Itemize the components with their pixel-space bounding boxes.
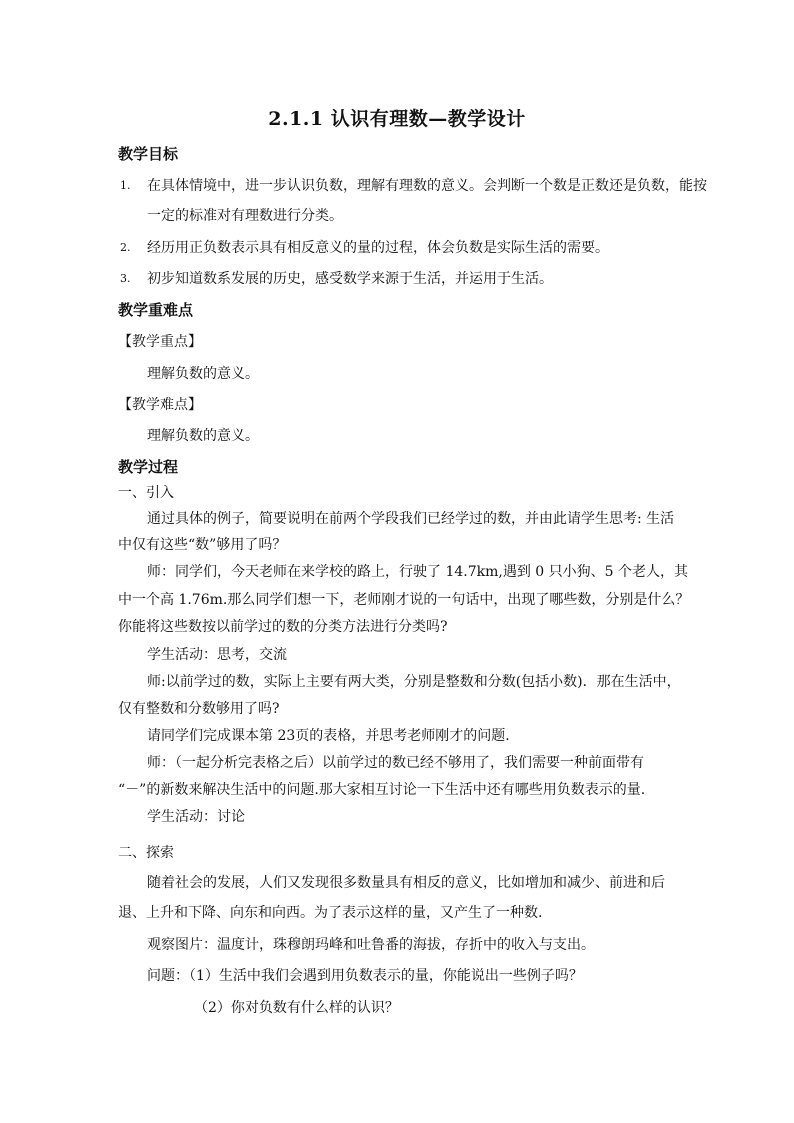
paragraph-line: 师：同学们，今天老师在来学校的路上，行驶了 14.7km,遇到 0 只小狗、5 个老人，其: [147, 564, 688, 580]
goal-text-continued: 一定的标准对有理数进行分类。: [147, 208, 343, 224]
paragraph-line: 师:以前学过的数，实际上主要有两大类，分别是整数和分数(包括小数)．那在生活中，: [147, 674, 681, 690]
goal-number: 3.: [120, 272, 131, 285]
paragraph-line: 退、上升和下降、向东和向西。为了表示这样的量，又产生了一种数.: [118, 905, 543, 921]
focus-text: 理解负数的意义。: [147, 366, 259, 382]
goal-number: 2.: [120, 241, 131, 254]
goal-text: 初步知道数系发展的历史，感受数学来源于生活，并运用于生活。: [147, 271, 553, 287]
paragraph-line: 仅有整数和分数够用了吗?: [118, 701, 280, 717]
paragraph-line: 学生活动：思考，交流: [147, 647, 287, 663]
section-heading-key-points: 教学重难点: [118, 301, 194, 319]
paragraph-line: 师：（一起分析完表格之后）以前学过的数已经不够用了，我们需要一种前面带有: [147, 755, 644, 771]
document-title: 2.1.1 认识有理数—教学设计: [268, 108, 526, 130]
difficulty-label: 【教学难点】: [118, 397, 202, 413]
subsection-heading-intro: 一、引入: [118, 485, 174, 501]
section-heading-process: 教学过程: [118, 458, 179, 476]
paragraph-line: （2）你对负数有什么样的认识？: [194, 1000, 399, 1016]
paragraph-line: 学生活动：讨论: [147, 809, 245, 825]
focus-label: 【教学重点】: [118, 334, 202, 350]
paragraph-line: “－”的新数来解决生活中的问题.那大家相互讨论一下生活中还有哪些用负数表示的量.: [118, 782, 646, 798]
section-heading-goals: 教学目标: [118, 145, 179, 163]
paragraph-line: 问题：（1）生活中我们会遇到用负数表示的量，你能说出一些例子吗？: [147, 968, 583, 984]
paragraph-line: 你能将这些数按以前学过的数的分类方法进行分类吗?: [118, 619, 448, 635]
paragraph-line: 中一个高 1.76m.那么同学们想一下，老师刚才说的一句话中，出现了哪些数，分别是什么？: [118, 592, 690, 608]
paragraph-line: 随着社会的发展，人们又发现很多数量具有相反的意义，比如增加和减少、前进和后: [147, 875, 665, 891]
goal-text: 经历用正负数表示具有相反意义的量的过程，体会负数是实际生活的需要。: [147, 240, 609, 256]
paragraph-line: 观察图片：温度计，珠穆朗玛峰和吐鲁番的海拔，存折中的收入与支出。: [147, 937, 595, 953]
difficulty-text: 理解负数的意义。: [147, 428, 259, 444]
paragraph-line: 中仅有这些“数”够用了吗？: [118, 537, 287, 553]
subsection-heading-explore: 二、探索: [118, 845, 174, 861]
paragraph-line: 通过具体的例子，简要说明在前两个学段我们已经学过的数，并由此请学生思考: 生活: [147, 511, 675, 527]
goal-text: 在具体情境中，进一步认识负数，理解有理数的意义。会判断一个数是正数还是负数，能按: [147, 178, 707, 194]
paragraph-line: 请同学们完成课本第 23页的表格，并思考老师刚才的问题.: [147, 728, 510, 744]
goal-number: 1.: [120, 179, 131, 192]
